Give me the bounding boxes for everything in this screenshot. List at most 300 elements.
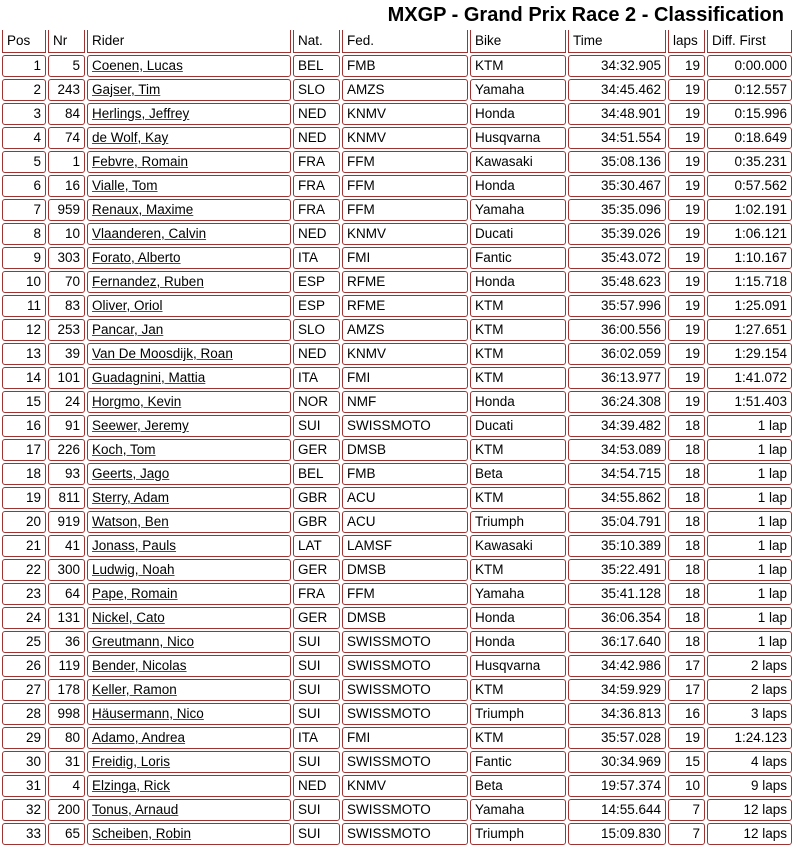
diff-first-cell: 0:57.562 — [707, 175, 792, 197]
time-cell: 34:59.929 — [568, 679, 666, 701]
pos-cell: 19 — [2, 487, 46, 509]
rider-name-link[interactable]: Nickel, Cato — [92, 610, 165, 625]
rider-name-link[interactable]: Elzinga, Rick — [92, 778, 171, 793]
nr-cell: 83 — [48, 295, 85, 317]
rider-cell[interactable] — [87, 127, 291, 149]
time-cell: 35:57.028 — [568, 727, 666, 749]
bike-cell: KTM — [470, 679, 566, 701]
fed-cell: FFM — [342, 583, 468, 605]
table-row — [2, 127, 797, 149]
diff-first-cell: 0:00.000 — [707, 55, 792, 77]
rider-name-link[interactable]: Febvre, Romain — [92, 154, 189, 169]
laps-cell: 18 — [668, 631, 705, 653]
bike-cell: Husqvarna — [470, 127, 566, 149]
time-cell: 34:54.715 — [568, 463, 666, 485]
rider-cell[interactable] — [87, 79, 291, 101]
table-row — [2, 583, 797, 605]
nr-cell: 243 — [48, 79, 85, 101]
rider-cell[interactable] — [87, 487, 291, 509]
bike-cell: Ducati — [470, 223, 566, 245]
rider-name-link[interactable]: Freidig, Loris — [92, 754, 171, 769]
pos-cell: 18 — [2, 463, 46, 485]
table-row — [2, 103, 797, 125]
fed-cell: KNMV — [342, 775, 468, 797]
fed-cell: AMZS — [342, 79, 468, 101]
time-cell: 34:32.905 — [568, 55, 666, 77]
rider-name-link[interactable]: Coenen, Lucas — [92, 58, 183, 73]
pos-cell: 25 — [2, 631, 46, 653]
table-row — [2, 55, 797, 77]
fed-cell: KNMV — [342, 343, 468, 365]
nat-cell: NED — [293, 103, 340, 125]
rider-cell[interactable] — [87, 55, 291, 77]
diff-first-cell: 1 lap — [707, 439, 792, 461]
time-cell: 34:48.901 — [568, 103, 666, 125]
table-row — [2, 775, 797, 797]
column-header-nr: Nr — [48, 30, 85, 53]
time-cell: 34:45.462 — [568, 79, 666, 101]
nr-cell: 300 — [48, 559, 85, 581]
pos-cell: 16 — [2, 415, 46, 437]
nat-cell: FRA — [293, 175, 340, 197]
bike-cell: Husqvarna — [470, 655, 566, 677]
table-row — [2, 319, 797, 341]
nat-cell: ESP — [293, 295, 340, 317]
pos-cell: 4 — [2, 127, 46, 149]
nat-cell: GER — [293, 559, 340, 581]
rider-name-link[interactable]: Bender, Nicolas — [92, 658, 187, 673]
table-header-row — [2, 30, 797, 53]
rider-cell[interactable] — [87, 751, 291, 773]
bike-cell: Yamaha — [470, 199, 566, 221]
time-cell: 36:06.354 — [568, 607, 666, 629]
fed-cell: DMSB — [342, 559, 468, 581]
diff-first-cell: 1:29.154 — [707, 343, 792, 365]
diff-first-cell: 0:15.996 — [707, 103, 792, 125]
pos-cell: 20 — [2, 511, 46, 533]
laps-cell: 19 — [668, 79, 705, 101]
rider-cell[interactable] — [87, 823, 291, 845]
nr-cell: 91 — [48, 415, 85, 437]
laps-cell: 18 — [668, 607, 705, 629]
pos-cell: 17 — [2, 439, 46, 461]
diff-first-cell: 0:18.649 — [707, 127, 792, 149]
bike-cell: KTM — [470, 559, 566, 581]
table-row — [2, 679, 797, 701]
rider-cell[interactable] — [87, 151, 291, 173]
nr-cell: 226 — [48, 439, 85, 461]
pos-cell: 13 — [2, 343, 46, 365]
nr-cell: 4 — [48, 775, 85, 797]
time-cell: 14:55.644 — [568, 799, 666, 821]
nr-cell: 178 — [48, 679, 85, 701]
diff-first-cell: 0:35.231 — [707, 151, 792, 173]
bike-cell: Fantic — [470, 247, 566, 269]
nat-cell: FRA — [293, 151, 340, 173]
laps-cell: 18 — [668, 439, 705, 461]
laps-cell: 10 — [668, 775, 705, 797]
nr-cell: 1 — [48, 151, 85, 173]
rider-cell[interactable] — [87, 319, 291, 341]
nat-cell: SUI — [293, 823, 340, 845]
pos-cell: 9 — [2, 247, 46, 269]
nr-cell: 959 — [48, 199, 85, 221]
pos-cell: 12 — [2, 319, 46, 341]
nat-cell: ITA — [293, 247, 340, 269]
rider-name-link[interactable]: de Wolf, Kay — [92, 130, 169, 145]
bike-cell: Honda — [470, 631, 566, 653]
rider-name-link[interactable]: Oliver, Oriol — [92, 298, 163, 313]
laps-cell: 18 — [668, 511, 705, 533]
time-cell: 30:34.969 — [568, 751, 666, 773]
fed-cell: DMSB — [342, 607, 468, 629]
column-header-rider: Rider — [87, 30, 291, 53]
nat-cell: LAT — [293, 535, 340, 557]
rider-cell[interactable] — [87, 703, 291, 725]
fed-cell: SWISSMOTO — [342, 751, 468, 773]
laps-cell: 19 — [668, 727, 705, 749]
pos-cell: 33 — [2, 823, 46, 845]
bike-cell: KTM — [470, 487, 566, 509]
rider-cell[interactable] — [87, 463, 291, 485]
diff-first-cell: 1 lap — [707, 559, 792, 581]
bike-cell: Fantic — [470, 751, 566, 773]
diff-first-cell: 2 laps — [707, 655, 792, 677]
table-row — [2, 487, 797, 509]
rider-name-link[interactable]: Jonass, Pauls — [92, 538, 177, 553]
rider-cell[interactable] — [87, 271, 291, 293]
rider-name-link[interactable]: Vlaanderen, Calvin — [92, 226, 207, 241]
diff-first-cell: 1 lap — [707, 463, 792, 485]
pos-cell: 26 — [2, 655, 46, 677]
rider-name-link[interactable]: Seewer, Jeremy — [92, 418, 189, 433]
time-cell: 36:13.977 — [568, 367, 666, 389]
rider-name-link[interactable]: Forato, Alberto — [92, 250, 181, 265]
nr-cell: 16 — [48, 175, 85, 197]
pos-cell: 22 — [2, 559, 46, 581]
time-cell: 34:36.813 — [568, 703, 666, 725]
laps-cell: 7 — [668, 799, 705, 821]
pos-cell: 28 — [2, 703, 46, 725]
pos-cell: 11 — [2, 295, 46, 317]
diff-first-cell: 4 laps — [707, 751, 792, 773]
bike-cell: Triumph — [470, 703, 566, 725]
fed-cell: FMI — [342, 247, 468, 269]
fed-cell: FFM — [342, 151, 468, 173]
rider-cell[interactable] — [87, 799, 291, 821]
laps-cell: 19 — [668, 127, 705, 149]
rider-name-link[interactable]: Scheiben, Robin — [92, 826, 192, 841]
fed-cell: FFM — [342, 175, 468, 197]
rider-cell[interactable] — [87, 295, 291, 317]
rider-name-link[interactable]: Sterry, Adam — [92, 490, 170, 505]
pos-cell: 8 — [2, 223, 46, 245]
diff-first-cell: 1 lap — [707, 415, 792, 437]
table-row — [2, 223, 797, 245]
rider-cell[interactable] — [87, 175, 291, 197]
nat-cell: GER — [293, 607, 340, 629]
fed-cell: FMB — [342, 463, 468, 485]
nat-cell: ITA — [293, 727, 340, 749]
time-cell: 34:53.089 — [568, 439, 666, 461]
bike-cell: KTM — [470, 343, 566, 365]
table-row — [2, 391, 797, 413]
table-row — [2, 559, 797, 581]
fed-cell: SWISSMOTO — [342, 823, 468, 845]
nat-cell: SLO — [293, 319, 340, 341]
rider-cell[interactable] — [87, 583, 291, 605]
bike-cell: Beta — [470, 463, 566, 485]
column-header-laps: laps — [668, 30, 705, 53]
rider-name-link[interactable]: Koch, Tom — [92, 442, 156, 457]
laps-cell: 18 — [668, 583, 705, 605]
rider-name-link[interactable]: Pape, Romain — [92, 586, 178, 601]
table-row — [2, 823, 797, 845]
nr-cell: 919 — [48, 511, 85, 533]
rider-name-link[interactable]: Adamo, Andrea — [92, 730, 186, 745]
table-row — [2, 199, 797, 221]
pos-cell: 21 — [2, 535, 46, 557]
rider-cell[interactable] — [87, 415, 291, 437]
laps-cell: 18 — [668, 487, 705, 509]
nr-cell: 5 — [48, 55, 85, 77]
rider-cell[interactable] — [87, 103, 291, 125]
nr-cell: 253 — [48, 319, 85, 341]
rider-cell[interactable] — [87, 535, 291, 557]
table-row — [2, 439, 797, 461]
rider-cell[interactable] — [87, 439, 291, 461]
pos-cell: 24 — [2, 607, 46, 629]
diff-first-cell: 1:10.167 — [707, 247, 792, 269]
time-cell: 36:24.308 — [568, 391, 666, 413]
rider-name-link[interactable]: Renaux, Maxime — [92, 202, 194, 217]
table-row — [2, 607, 797, 629]
bike-cell: Honda — [470, 103, 566, 125]
rider-name-link[interactable]: Ludwig, Noah — [92, 562, 175, 577]
fed-cell: LAMSF — [342, 535, 468, 557]
rider-cell[interactable] — [87, 607, 291, 629]
nr-cell: 24 — [48, 391, 85, 413]
diff-first-cell: 1 lap — [707, 607, 792, 629]
table-row — [2, 151, 797, 173]
time-cell: 19:57.374 — [568, 775, 666, 797]
column-header-pos: Pos — [2, 30, 46, 53]
fed-cell: SWISSMOTO — [342, 655, 468, 677]
nr-cell: 119 — [48, 655, 85, 677]
rider-cell[interactable] — [87, 775, 291, 797]
pos-cell: 23 — [2, 583, 46, 605]
table-row — [2, 271, 797, 293]
diff-first-cell: 1:51.403 — [707, 391, 792, 413]
fed-cell: FMB — [342, 55, 468, 77]
nr-cell: 84 — [48, 103, 85, 125]
nr-cell: 131 — [48, 607, 85, 629]
nat-cell: NED — [293, 223, 340, 245]
nr-cell: 303 — [48, 247, 85, 269]
rider-cell[interactable] — [87, 559, 291, 581]
nr-cell: 80 — [48, 727, 85, 749]
fed-cell: NMF — [342, 391, 468, 413]
nat-cell: ESP — [293, 271, 340, 293]
time-cell: 35:48.623 — [568, 271, 666, 293]
rider-name-link[interactable]: Gajser, Tim — [92, 82, 161, 97]
time-cell: 35:35.096 — [568, 199, 666, 221]
table-row — [2, 367, 797, 389]
rider-name-link[interactable]: Geerts, Jago — [92, 466, 170, 481]
fed-cell: FMI — [342, 727, 468, 749]
table-row — [2, 247, 797, 269]
time-cell: 35:10.389 — [568, 535, 666, 557]
rider-name-link[interactable]: Vialle, Tom — [92, 178, 158, 193]
diff-first-cell: 2 laps — [707, 679, 792, 701]
table-body — [2, 55, 797, 845]
nat-cell: NOR — [293, 391, 340, 413]
rider-name-link[interactable]: Keller, Ramon — [92, 682, 177, 697]
pos-cell: 32 — [2, 799, 46, 821]
column-header-fed: Fed. — [342, 30, 468, 53]
laps-cell: 19 — [668, 367, 705, 389]
time-cell: 34:51.554 — [568, 127, 666, 149]
diff-first-cell: 12 laps — [707, 799, 792, 821]
table-row — [2, 295, 797, 317]
time-cell: 36:02.059 — [568, 343, 666, 365]
diff-first-cell: 1 lap — [707, 535, 792, 557]
nat-cell: SUI — [293, 679, 340, 701]
rider-name-link[interactable]: Greutmann, Nico — [92, 634, 195, 649]
laps-cell: 19 — [668, 175, 705, 197]
fed-cell: SWISSMOTO — [342, 799, 468, 821]
diff-first-cell: 1:02.191 — [707, 199, 792, 221]
nr-cell: 10 — [48, 223, 85, 245]
rider-cell[interactable] — [87, 367, 291, 389]
diff-first-cell: 12 laps — [707, 823, 792, 845]
nat-cell: BEL — [293, 55, 340, 77]
table-row — [2, 751, 797, 773]
nat-cell: NED — [293, 775, 340, 797]
nat-cell: SUI — [293, 631, 340, 653]
bike-cell: Kawasaki — [470, 151, 566, 173]
diff-first-cell: 1:41.072 — [707, 367, 792, 389]
nat-cell: GBR — [293, 511, 340, 533]
fed-cell: DMSB — [342, 439, 468, 461]
rider-cell[interactable] — [87, 223, 291, 245]
diff-first-cell: 1:06.121 — [707, 223, 792, 245]
column-header-time: Time — [568, 30, 666, 53]
rider-cell[interactable] — [87, 727, 291, 749]
laps-cell: 19 — [668, 319, 705, 341]
rider-name-link[interactable]: Pancar, Jan — [92, 322, 164, 337]
nr-cell: 70 — [48, 271, 85, 293]
fed-cell: KNMV — [342, 223, 468, 245]
bike-cell: KTM — [470, 727, 566, 749]
classification-table — [2, 30, 797, 845]
rider-name-link[interactable]: Guadagnini, Mattia — [92, 370, 206, 385]
time-cell: 35:22.491 — [568, 559, 666, 581]
diff-first-cell: 1:25.091 — [707, 295, 792, 317]
bike-cell: Kawasaki — [470, 535, 566, 557]
rider-cell[interactable] — [87, 343, 291, 365]
table-row — [2, 655, 797, 677]
laps-cell: 19 — [668, 391, 705, 413]
nat-cell: GER — [293, 439, 340, 461]
time-cell: 36:17.640 — [568, 631, 666, 653]
diff-first-cell: 1 lap — [707, 487, 792, 509]
rider-name-link[interactable]: Horgmo, Kevin — [92, 394, 182, 409]
laps-cell: 19 — [668, 271, 705, 293]
bike-cell: KTM — [470, 55, 566, 77]
pos-cell: 2 — [2, 79, 46, 101]
fed-cell: FFM — [342, 199, 468, 221]
laps-cell: 19 — [668, 247, 705, 269]
time-cell: 35:41.128 — [568, 583, 666, 605]
diff-first-cell: 1 lap — [707, 631, 792, 653]
pos-cell: 30 — [2, 751, 46, 773]
pos-cell: 1 — [2, 55, 46, 77]
pos-cell: 15 — [2, 391, 46, 413]
table-row — [2, 511, 797, 533]
laps-cell: 18 — [668, 535, 705, 557]
time-cell: 35:08.136 — [568, 151, 666, 173]
pos-cell: 31 — [2, 775, 46, 797]
time-cell: 34:39.482 — [568, 415, 666, 437]
laps-cell: 15 — [668, 751, 705, 773]
pos-cell: 14 — [2, 367, 46, 389]
pos-cell: 7 — [2, 199, 46, 221]
bike-cell: KTM — [470, 319, 566, 341]
rider-name-link[interactable]: Fernandez, Ruben — [92, 274, 204, 289]
fed-cell: FMI — [342, 367, 468, 389]
laps-cell: 19 — [668, 199, 705, 221]
diff-first-cell: 1:27.651 — [707, 319, 792, 341]
nat-cell: ITA — [293, 367, 340, 389]
column-header-nat: Nat. — [293, 30, 340, 53]
pos-cell: 3 — [2, 103, 46, 125]
laps-cell: 16 — [668, 703, 705, 725]
bike-cell: Honda — [470, 391, 566, 413]
nat-cell: NED — [293, 127, 340, 149]
fed-cell: RFME — [342, 271, 468, 293]
rider-cell[interactable] — [87, 247, 291, 269]
rider-name-link[interactable]: Watson, Ben — [92, 514, 169, 529]
pos-cell: 5 — [2, 151, 46, 173]
laps-cell: 17 — [668, 655, 705, 677]
nr-cell: 998 — [48, 703, 85, 725]
bike-cell: Triumph — [470, 823, 566, 845]
bike-cell: Yamaha — [470, 799, 566, 821]
rider-cell[interactable] — [87, 679, 291, 701]
bike-cell: Honda — [470, 271, 566, 293]
nr-cell: 65 — [48, 823, 85, 845]
rider-cell[interactable] — [87, 631, 291, 653]
rider-name-link[interactable]: Van De Moosdijk, Roan — [92, 346, 233, 361]
table-row — [2, 343, 797, 365]
rider-cell[interactable] — [87, 511, 291, 533]
nr-cell: 64 — [48, 583, 85, 605]
column-header-diff-first: Diff. First — [707, 30, 792, 53]
time-cell: 35:30.467 — [568, 175, 666, 197]
rider-name-link[interactable]: Herlings, Jeffrey — [92, 106, 190, 121]
rider-cell[interactable] — [87, 391, 291, 413]
time-cell: 35:57.996 — [568, 295, 666, 317]
time-cell: 35:43.072 — [568, 247, 666, 269]
rider-cell[interactable] — [87, 199, 291, 221]
rider-name-link[interactable]: Tonus, Arnaud — [92, 802, 179, 817]
column-header-bike: Bike — [470, 30, 566, 53]
rider-cell[interactable] — [87, 655, 291, 677]
bike-cell: Triumph — [470, 511, 566, 533]
diff-first-cell: 1 lap — [707, 583, 792, 605]
rider-name-link[interactable]: Häusermann, Nico — [92, 706, 204, 721]
